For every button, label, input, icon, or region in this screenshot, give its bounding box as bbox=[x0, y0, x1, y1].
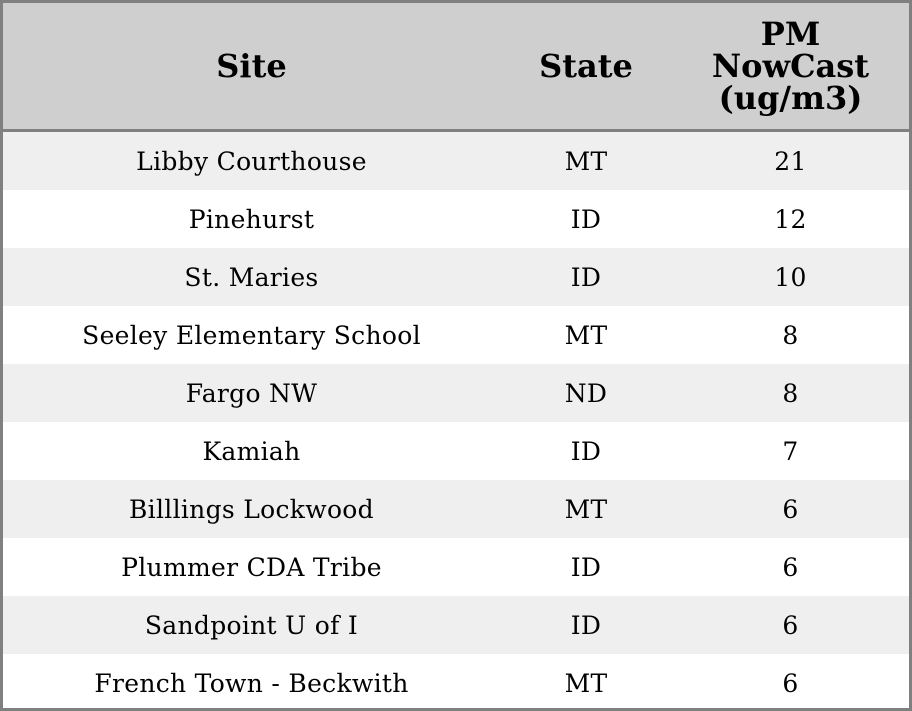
cell-state: MT bbox=[564, 494, 608, 524]
cell-state: ID bbox=[570, 262, 602, 292]
cell-pm: 7 bbox=[782, 436, 799, 466]
cell-state: ID bbox=[570, 204, 602, 234]
cell-site: Pinehurst bbox=[188, 204, 315, 234]
cell-site: Libby Courthouse bbox=[136, 146, 367, 176]
table-row bbox=[3, 248, 909, 306]
header-state: State bbox=[539, 47, 633, 85]
table-row bbox=[3, 596, 909, 654]
table-row bbox=[3, 422, 909, 480]
cell-pm: 6 bbox=[782, 610, 799, 640]
cell-state: ID bbox=[570, 610, 602, 640]
cell-state: MT bbox=[564, 146, 608, 176]
cell-state: ND bbox=[564, 378, 608, 408]
cell-pm: 6 bbox=[782, 552, 799, 582]
table-row bbox=[3, 480, 909, 538]
cell-pm: 12 bbox=[774, 204, 807, 234]
header-pm-nowcast: PM NowCast (ug/m3) bbox=[711, 15, 870, 117]
cell-site: Fargo NW bbox=[185, 378, 318, 408]
cell-site: French Town - Beckwith bbox=[94, 668, 409, 698]
cell-state: ID bbox=[570, 552, 602, 582]
cell-site: Sandpoint U of I bbox=[144, 610, 359, 640]
table-row bbox=[3, 538, 909, 596]
table-row bbox=[3, 364, 909, 422]
cell-site: Plummer CDA Tribe bbox=[121, 552, 382, 582]
cell-pm: 6 bbox=[782, 668, 799, 698]
cell-site: Seeley Elementary School bbox=[82, 320, 421, 350]
table-header-row bbox=[3, 3, 909, 132]
cell-pm: 8 bbox=[782, 320, 799, 350]
cell-pm: 6 bbox=[782, 494, 799, 524]
cell-pm: 8 bbox=[782, 378, 799, 408]
table-row bbox=[3, 306, 909, 364]
table-row bbox=[3, 654, 909, 711]
header-site: Site bbox=[216, 47, 287, 85]
table-body bbox=[3, 132, 909, 711]
cell-site: Billlings Lockwood bbox=[129, 494, 374, 524]
cell-state: ID bbox=[570, 436, 602, 466]
table-row bbox=[3, 132, 909, 190]
cell-state: MT bbox=[564, 668, 608, 698]
cell-site: St. Maries bbox=[184, 262, 319, 292]
cell-state: MT bbox=[564, 320, 608, 350]
cell-site: Kamiah bbox=[202, 436, 301, 466]
table-row bbox=[3, 190, 909, 248]
cell-pm: 21 bbox=[774, 146, 807, 176]
cell-pm: 10 bbox=[774, 262, 807, 292]
